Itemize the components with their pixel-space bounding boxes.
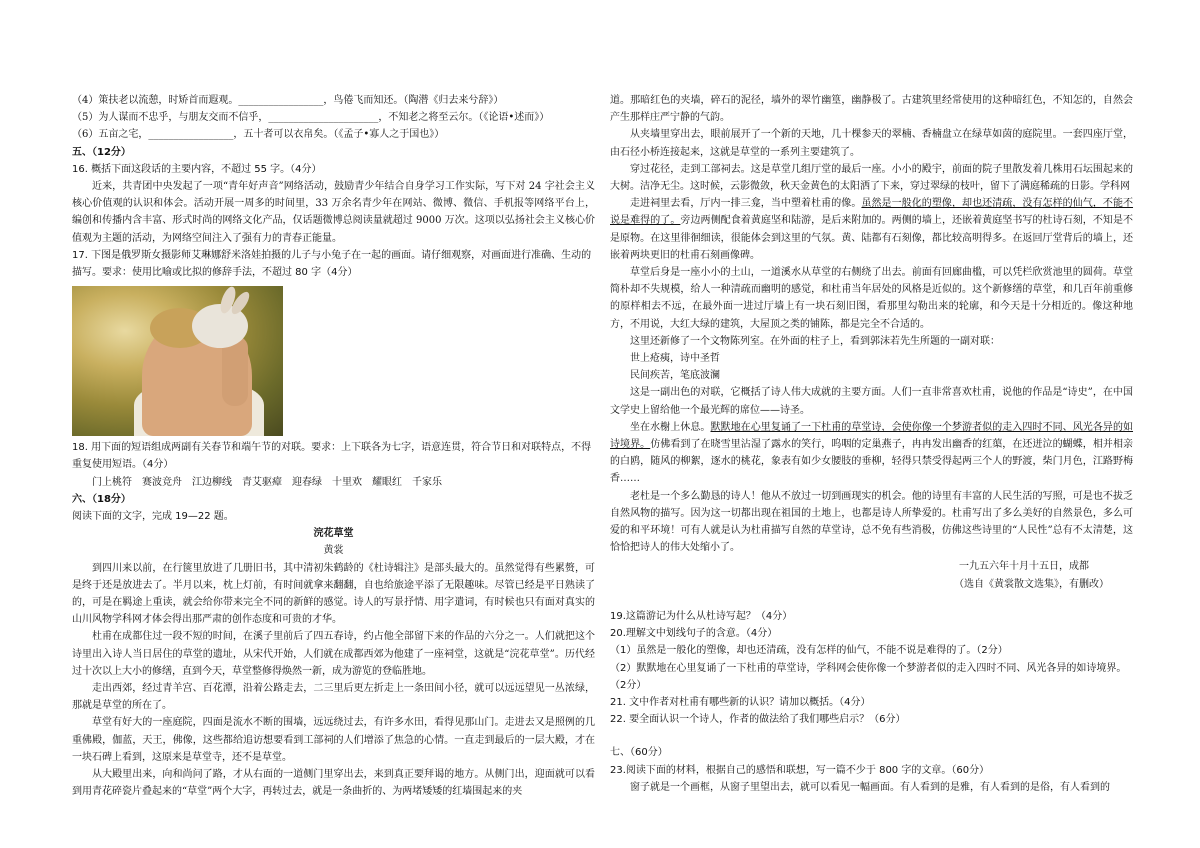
section-6-heading: 六、（18分） — [72, 493, 131, 505]
child-with-rabbit-photo — [72, 286, 283, 436]
article-date: 一九五六年十月十五日，成都 — [959, 561, 1089, 573]
article-paragraph: 道。那暗红色的夹墙，碎石的泥径，墙外的翠竹幽篁，幽静极了。古建筑里经常使用的这种暗红色，不知怎的，自然会产生那样庄严宁静的气韵。 — [610, 95, 1133, 124]
paragraph-lead: 坐在水榭上休息。 — [630, 421, 711, 433]
paragraph-rest: 仿佛看到了在晓雪里沾湿了露水的笑行，呜咽的定巢燕子，冉冉发出幽香的红蕖，在还迸泣的蝴蝶，相并相亲的白鸥，随风的柳絮，逐水的桃花，象表有如少女腰肢的垂柳，轻得只禁受得起两三个人的野渡，柴门月色，江路野梅香…… — [610, 439, 1134, 485]
question-20: 20.理解文中划线句子的含意。（4分） — [610, 628, 778, 640]
underlined-sentence-2: 默默地在心里复诵了一下杜甫的草堂诗，会使你像一个梦游者似的走入四时不同、风光各异的如诗境界。 — [610, 421, 1134, 451]
reading-instruction: 阅读下面的文字，完成 19—22 题。 — [72, 511, 234, 523]
article-paragraph: 到四川来以前，在行箧里放进了几册旧书，其中清初朱鹤龄的《杜诗辑注》是部头最大的。虽然觉得有些累赘，可是终于还是放进去了。半月以来，枕上灯前，有时间就拿来翻翻，自也给旅途平添了无限趣味。尽管已经是平日熟读了的，可是在羁途上重读，就会给你带来完全不同的新鲜的感觉。诗人的写景抒情、用字遣词，有时候也只有面对真实的山川风物学科网才体会得出那严肃的创作态度和可贵的才华。 — [72, 562, 595, 626]
article-paragraph: 杜甫在成都住过一段不短的时间，在溪子里前后了四五春诗，约占他全部留下来的作品的六分之一。人们就把这个诗里出入诗人当日居住的草堂的遗址，从宋代开始，人们就在成都西郊为他建了一座祠堂，这就是“浣花草堂”。历代经过十次以上大小的修缮，直到今天，草堂整修得焕然一新，成为游览的登临胜地。 — [72, 631, 595, 677]
article-title: 浣花草堂 — [313, 528, 354, 540]
article-paragraph — [610, 419, 1133, 488]
article-paragraph: 老杜是一个多么勤恳的诗人！他从不放过一切到画现实的机会。他的诗里有丰富的人民生活的写照，可是也不拔乏自然风物的描写。因为这一切都出现在祖国的土地上，也都是诗人所挚爱的。杜甫写出了多么美好的自然景色，多么可爱的和平环境！可有人就是认为杜甫描写自然的草堂诗，总不免有些消极，仿佛这些诗里的“人民性”总有不太清楚，这恰恰把诗人的伟大处缩小了。 — [610, 490, 1133, 554]
article-paragraph: 草堂后身是一座小小的土山，一道溪水从草堂的右侧绕了出去。前面有回廊曲槛，可以凭栏欣赏池里的圆荷。草堂简朴却不失规模，给人一种清疏而幽明的感觉，和杜甫当年居处的风格是近似的。这个新修缮的草堂，和几百年前重修的原样相去不远，在最外面一进过厅墙上有一块石刻旧图，看那里勾勒出来的轮廓，和今天是十分相近的。像这种地方，不用说，大红大绿的建筑，大屋顶之类的铺陈，都是完全不合适的。 — [610, 267, 1133, 330]
couplet-line-2: 民间疾苦，笔底波澜 — [630, 370, 720, 382]
article-paragraph: 这是一副出色的对联，它概括了诗人伟大成就的主要方面。人们一直非常喜欢杜甫，说他的作品是“诗史”，在中国文学史上留给他一个最光辉的席位——诗圣。 — [610, 387, 1133, 416]
question-23: 23.阅读下面的材料，根据自己的感悟和联想，写一篇不少于 800 字的文章。（60分） — [610, 764, 990, 776]
question-16: 16. 概括下面这段话的主要内容，不超过 55 字。（4分） — [72, 163, 322, 175]
question-20-2: （2）默默地在心里复诵了一下杜甫的草堂诗，学科网会使你像一个梦游者似的走入四时不同、风光各异的如诗境界。（2分） — [610, 662, 1127, 691]
section-7-heading: 七、（60分） — [610, 747, 668, 759]
couplet-line-1: 世上疮痍，诗中圣哲 — [630, 353, 720, 365]
article-source: （选自《黄裳散文选集》，有删改） — [954, 578, 1109, 590]
question-18-phrases: 门上桃符 赛波竞舟 江边柳线 青艾驱瘴 迎春绿 十里欢 耀眼红 千家乐 — [92, 476, 442, 488]
question-23-text: 窗子就是一个画框，从窗子里望出去，就可以看见一幅画面。有人看到的是雅，有人看到的是俗，有人看到的 — [630, 781, 1110, 793]
left-column — [72, 92, 595, 801]
article-paragraph — [610, 195, 1133, 264]
article-paragraph: 从夹墙里穿出去，眼前展开了一个新的天地，几十棵参天的翠楠、香楠盘立在绿草如茵的庭院里。一套四座厅堂，由石径小桥连接起来，这就是草堂的一系列主要建筑了。 — [610, 129, 1133, 158]
question-5: （5）为人谋而不忠乎，与朋友交而不信乎，______________________，不知老之将至云尔。（《论语•述而》） — [72, 112, 550, 124]
question-19: 19.这篇游记为什么从杜诗写起？（4分） — [610, 610, 793, 622]
right-column — [610, 92, 1133, 796]
paragraph-lead: 走进祠里去看，厅内一排三龛，当中塑着杜甫的像。 — [630, 198, 862, 210]
question-21: 21. 文中作者对杜甫有哪些新的认识？请加以概括。（4分） — [610, 696, 871, 708]
article-paragraph: 这里还新修了一个文物陈列室。在外面的柱子上，看到郭沫若先生所题的一副对联： — [630, 335, 1000, 347]
article-paragraph: 走出西郊，经过青羊宫、百花潭，沿着公路走去，二三里后更左折走上一条田间小径，就可以远远望见一丛浓绿，那就是草堂的所在了。 — [72, 683, 595, 712]
article-paragraph: 草堂有好大的一座庭院，四面是流水不断的围墙，远远绕过去，有许多水田，看得见那山门。走进去又是照例的几重佛殿，伽蓝，天王，佛像，这些都给追访想要看到工部祠的人们增添了焦急的心情。一直走到最后的一层大殿，才在一块石碑上看到，这原来是草堂寺，还不是草堂。 — [72, 717, 595, 763]
underlined-sentence-1: 虽然是一般化的塑像，却也还清疏，没有怎样的仙气，不能不说是难得的了。 — [610, 198, 1134, 227]
article-author: 黄裳 — [323, 545, 344, 557]
question-16-text: 近来，共青团中央发起了一项“青年好声音”网络活动，鼓励青少年结合自身学习工作实际，写下对 24 字社会主义核心价值观的认识和体会。活动开展一周多的时间里，33 万余名青少年在网站、微博、微信、手机报等网络平台上，编创和传播内含丰富、形式时尚的网络文化产品，仅话题微博总阅读量就超过 9000 万次。这项以弘扬社会主义核心价值观为主题的活动，为网络空间注入了强有力的青春正能量。 — [72, 181, 595, 244]
section-5-heading: 五、（12分） — [72, 146, 131, 158]
article-paragraph: 穿过花径，走到工部祠去。这是草堂几组厅堂的最后一座。小小的殿宇，前面的院子里散发着几株用石坛围起来的大树。洁净无尘。这时候，云影微敛，秋天金黄色的太阳洒了下来，穿过翠绿的枝叶，留下了满庭稀疏的日影。学科网 — [610, 163, 1133, 193]
question-17: 17. 下图是俄罗斯女摄影师艾琳娜舒米洛娃拍摄的儿子与小兔子在一起的画面。请仔细观察，对画面进行准确、生动的描写。要求：使用比喻或比拟的修辞手法，不超过 80 字（4分） — [72, 249, 592, 279]
question-18: 18. 用下面的短语组成两副有关春节和端午节的对联。要求：上下联各为七字，语意连贯，符合节日和对联特点，不得重复使用短语。（4分） — [72, 442, 592, 471]
question-20-1: （1）虽然是一般化的塑像，却也还清疏，没有怎样的仙气，不能不说是难得的了。（2分） — [610, 645, 1008, 657]
article-paragraph: 从大殿里出来，向和尚问了路，才从右面的一道侧门里穿出去，来到真正要拜谒的地方。从侧门出，迎面就可以看到用青花碎瓷片叠起来的“草堂”两个大字，再转过去，就是一条曲折的、为两堵矮矮的红墙围起来的夹 — [72, 769, 595, 798]
question-6: （6）五亩之宅，_________________，五十者可以衣帛矣。（《孟子•寡人之于国也》） — [72, 129, 445, 141]
paragraph-rest: 旁边两侧配食着黄庭坚和陆游，是后来附加的。两侧的墙上，还嵌着黄庭坚书写的杜诗石刻，不知是不是原物。在这里徘徊细读，很能体会到这里的气氛。黄、陆都有石刻像，都比较高明得多。在返回厅堂背后的墙上，还嵌着两块更旧的杜甫石刻画像碑。 — [610, 215, 1134, 261]
question-22: 22. 要全面认识一个诗人，作者的做法给了我们哪些启示？（6分） — [610, 714, 906, 726]
question-4: （4）策扶老以流憩，时矫首而遐观。_________________，鸟倦飞而知还。（陶潜《归去来兮辞》） — [72, 95, 504, 106]
